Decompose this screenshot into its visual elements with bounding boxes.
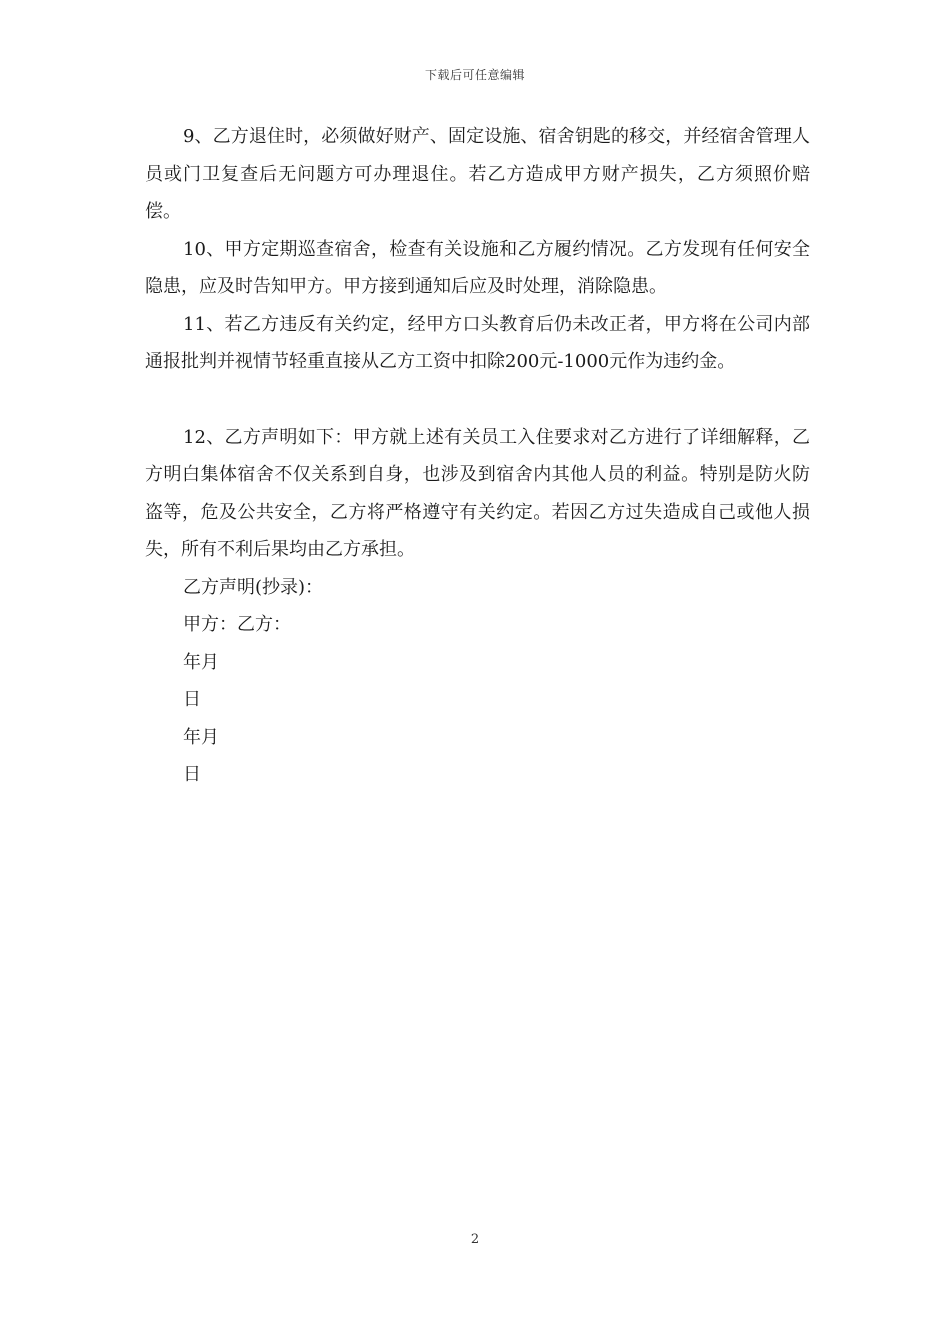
document-body [145,118,810,794]
declaration-label: 乙方声明(抄录)： [183,576,324,598]
clause-12: 12、乙方声明如下：甲方就上述有关员工入住要求对乙方进行了详细解释，乙方明白集体宿舍不仅关系到自身，也涉及到宿舍内其他人员的利益。特别是防火防盗等，危及公共安全，乙方将严格遵守有关约定。若因乙方过失造成自己或他人损失，所有不利后果均由乙方承担。 [145,426,810,560]
clause-9: 9、乙方退住时，必须做好财产、固定设施、宿舍钥匙的移交，并经宿舍管理人员或门卫复查后无问题方可办理退住。若乙方造成甲方财产损失，乙方须照价赔偿。 [145,126,810,222]
clause-10: 10、甲方定期巡查宿舍，检查有关设施和乙方履约情况。乙方发现有任何安全隐患，应及时告知甲方。甲方接到通知后应及时处理，消除隐患。 [145,238,810,297]
date-day-2: 日 [183,764,201,785]
parties-label: 甲方：乙方： [183,614,291,635]
date-year-month-1: 年月 [183,651,219,673]
page-number: 2 [470,1232,480,1247]
clause-11: 11、若乙方违反有关约定，经甲方口头教育后仍未改正者，甲方将在公司内部通报批判并视情节轻重直接从乙方工资中扣除200元-1000元作为违约金。 [145,313,810,372]
date-day-1: 日 [183,689,201,710]
paragraph-spacer [145,381,810,419]
date-year-month-2: 年月 [183,726,219,748]
page-header: 下载后可任意编辑 [424,68,525,82]
